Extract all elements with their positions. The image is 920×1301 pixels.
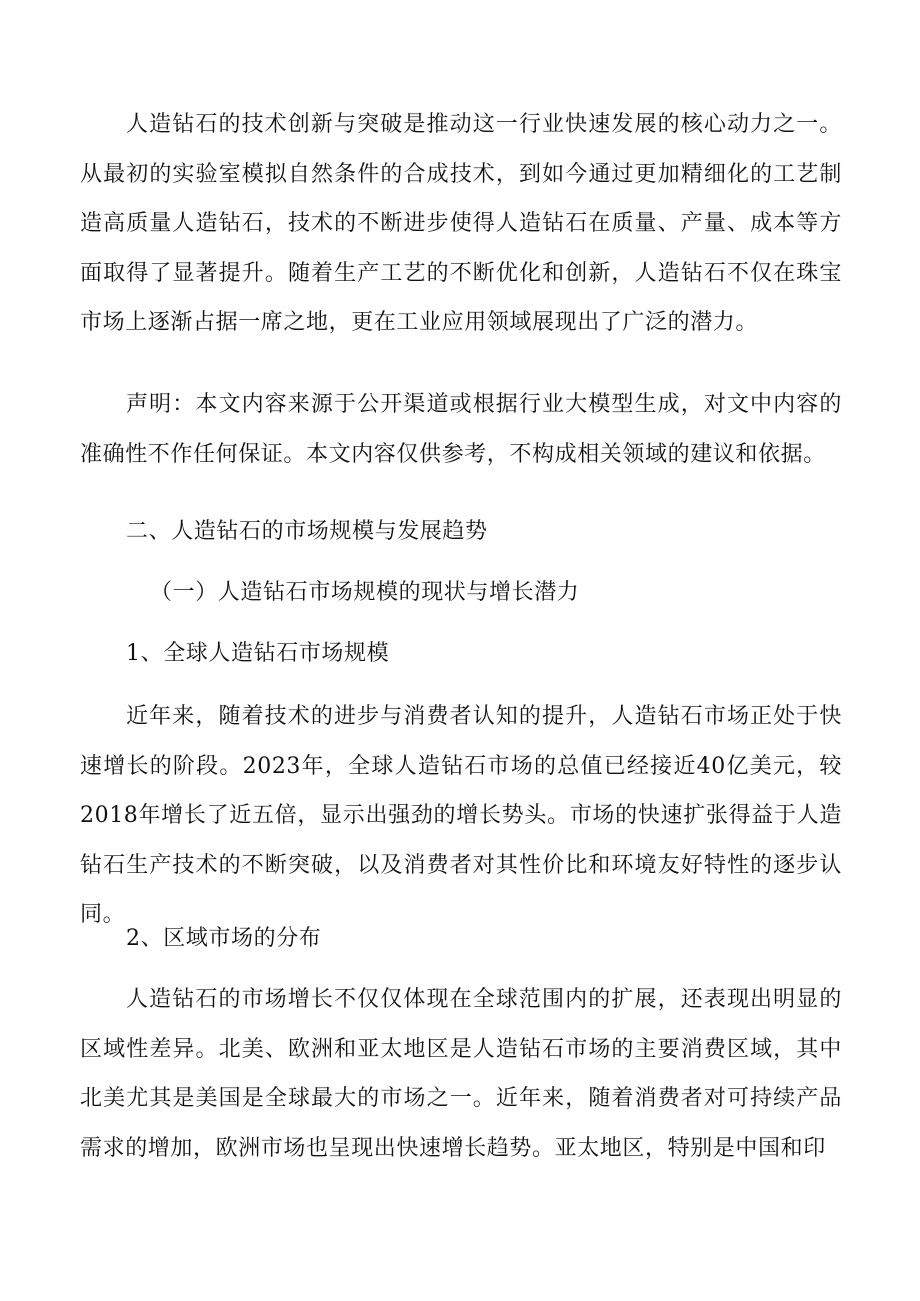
section-heading: 二、人造钻石的市场规模与发展趋势 [126,519,488,544]
regional-market-paragraph: 人造钻石的市场增长不仅仅体现在全球范围内的扩展，还表现出明显的区域性差异。北美、欧洲和亚太地区是人造钻石市场的主要消费区域，其中北美尤其是美国是全球最大的市场之一。近年来，随着消费者对可持续产品需求的增加，欧洲市场也呈现出快速增长趋势。亚太地区，特别是中国和印 [80,987,842,1161]
disclaimer-paragraph: 声明：本文内容来源于公开渠道或根据行业大模型生成，对文中内容的准确性不作任何保证。本文内容仅供参考，不构成相关领域的建议和依据。 [80,392,842,467]
item-2-heading: 2、区域市场的分布 [126,926,322,951]
item-1-heading: 1、全球人造钻石市场规模 [126,641,390,666]
global-market-paragraph: 近年来，随着技术的进步与消费者认知的提升，人造钻石市场正处于快速增长的阶段。2023年，全球人造钻石市场的总值已经接近40亿美元，较2018年增长了近五倍，显示出强劲的增长势头。市场的快速扩张得益于人造钻石生产技术的不断突破，以及消费者对其性价比和环境友好特性的逐步认同。 [80,704,842,927]
subsection-heading: （一）人造钻石市场规模的现状与增长潜力 [150,580,580,605]
intro-paragraph: 人造钻石的技术创新与突破是推动这一行业快速发展的核心动力之一。从最初的实验室模拟自然条件的合成技术，到如今通过更加精细化的工艺制造高质量人造钻石，技术的不断进步使得人造钻石在质量、产量、成本等方面取得了显著提升。随着生产工艺的不断优化和创新，人造钻石不仅在珠宝市场上逐渐占据一席之地，更在工业应用领域展现出了广泛的潜力。 [80,112,842,335]
